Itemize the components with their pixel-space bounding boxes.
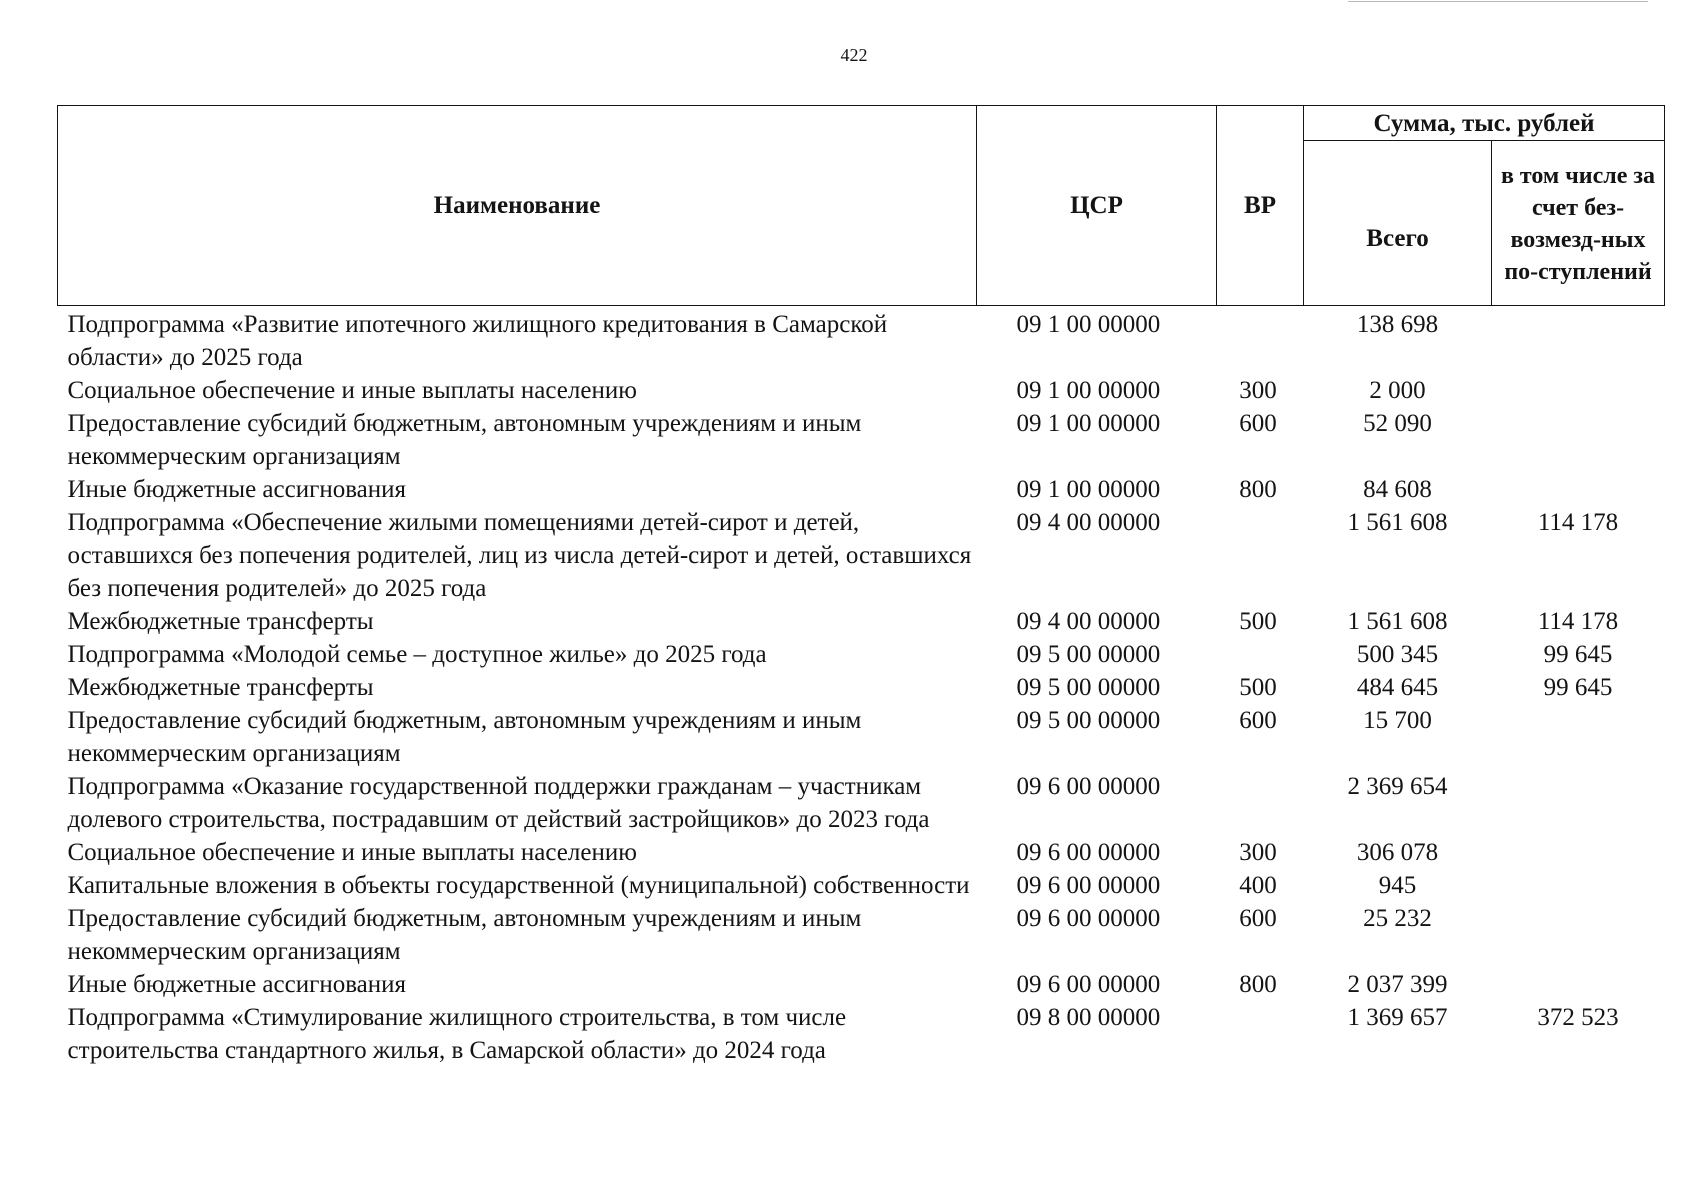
row-vr: 500 xyxy=(1239,674,1277,701)
row-gratuitous xyxy=(1492,836,1665,869)
row-gratuitous xyxy=(1492,902,1665,968)
row-name: Иные бюджетные ассигнования xyxy=(67,476,407,503)
table-row xyxy=(58,638,1665,671)
header-csr: ЦСР xyxy=(977,106,1217,306)
table-row xyxy=(58,968,1665,1001)
row-name: Подпрограмма «Оказание государственной поддержки гражданам – участникам долевого строительства, пострадавшим от действий застройщиков» до 2023 года xyxy=(67,773,930,833)
row-csr: 09 1 00 00000 xyxy=(1016,410,1161,437)
row-gratuitous xyxy=(1492,407,1665,473)
row-name: Иные бюджетные ассигнования xyxy=(67,971,407,998)
row-name: Подпрограмма «Стимулирование жилищного строительства, в том числе строительства стандартного жилья, в Самарской области» до 2024 года xyxy=(67,1004,847,1064)
row-total: 500 345 xyxy=(1356,641,1439,668)
row-csr: 09 1 00 00000 xyxy=(1016,377,1161,404)
table-row xyxy=(58,704,1665,770)
row-name: Межбюджетные трансферты xyxy=(67,674,374,701)
row-name: Социальное обеспечение и иные выплаты населению xyxy=(67,839,637,866)
row-gratuitous: 372 523 xyxy=(1537,1004,1619,1031)
row-csr: 09 4 00 00000 xyxy=(1016,608,1161,635)
table-row xyxy=(58,671,1665,704)
table-row xyxy=(58,869,1665,902)
row-gratuitous xyxy=(1492,306,1665,375)
row-csr: 09 6 00 00000 xyxy=(1016,839,1161,866)
row-total: 1 561 608 xyxy=(1347,608,1448,635)
header-vr: ВР xyxy=(1217,106,1304,306)
row-name: Предоставление субсидий бюджетным, автономным учреждениям и иным некоммерческим организациям xyxy=(67,707,862,767)
row-csr: 09 6 00 00000 xyxy=(1016,872,1161,899)
header-total: Всего xyxy=(1304,141,1492,306)
row-csr: 09 8 00 00000 xyxy=(1016,1004,1161,1031)
row-csr: 09 5 00 00000 xyxy=(1016,674,1161,701)
table-row xyxy=(58,605,1665,638)
row-total: 15 700 xyxy=(1363,707,1432,734)
row-name: Предоставление субсидий бюджетным, автономным учреждениям и иным некоммерческим организациям xyxy=(67,410,862,470)
row-gratuitous xyxy=(1492,968,1665,1001)
row-total: 52 090 xyxy=(1363,410,1432,437)
row-name: Подпрограмма «Развитие ипотечного жилищного кредитования в Самарской области» до 2025 года xyxy=(67,311,888,371)
row-gratuitous xyxy=(1492,704,1665,770)
row-csr: 09 5 00 00000 xyxy=(1016,641,1161,668)
row-total: 1 561 608 xyxy=(1347,509,1448,536)
header-name: Наименование xyxy=(58,106,977,306)
row-vr: 600 xyxy=(1239,410,1277,437)
row-csr: 09 6 00 00000 xyxy=(1016,905,1161,932)
row-total: 2 000 xyxy=(1369,377,1426,404)
row-total: 1 369 657 xyxy=(1347,1004,1448,1031)
row-name: Капитальные вложения в объекты государственной (муниципальной) собственности xyxy=(67,872,970,899)
table-body xyxy=(58,306,1665,1068)
scan-edge-line xyxy=(1348,1,1648,2)
row-csr: 09 4 00 00000 xyxy=(1016,509,1161,536)
row-gratuitous: 99 645 xyxy=(1543,641,1613,668)
row-csr: 09 1 00 00000 xyxy=(1016,476,1161,503)
row-csr: 09 6 00 00000 xyxy=(1016,971,1161,998)
row-vr xyxy=(1217,770,1304,836)
row-vr: 600 xyxy=(1239,707,1277,734)
row-gratuitous: 114 178 xyxy=(1537,608,1619,635)
table-row xyxy=(58,506,1665,605)
page-number: 422 xyxy=(840,45,868,65)
row-vr: 500 xyxy=(1239,608,1277,635)
table-row xyxy=(58,473,1665,506)
row-total: 138 698 xyxy=(1356,311,1439,338)
table-row xyxy=(58,306,1665,375)
row-total: 484 645 xyxy=(1356,674,1439,701)
row-vr xyxy=(1217,1001,1304,1067)
row-total: 2 037 399 xyxy=(1347,971,1448,998)
table-row xyxy=(58,374,1665,407)
header-sum-group: Сумма, тыс. рублей xyxy=(1304,106,1665,141)
header-gratuitous: в том числе за счет без-возмезд-ных по-ступлений xyxy=(1492,141,1665,306)
row-gratuitous: 99 645 xyxy=(1543,674,1613,701)
row-vr xyxy=(1217,638,1304,671)
budget-table xyxy=(57,105,1665,1067)
row-name: Предоставление субсидий бюджетным, автономным учреждениям и иным некоммерческим организациям xyxy=(67,905,862,965)
row-csr: 09 5 00 00000 xyxy=(1016,707,1161,734)
table-row xyxy=(58,902,1665,968)
row-gratuitous xyxy=(1492,374,1665,407)
row-vr xyxy=(1217,506,1304,605)
row-name: Межбюджетные трансферты xyxy=(67,608,374,635)
table-header xyxy=(58,106,1665,306)
row-vr: 300 xyxy=(1239,377,1277,404)
table-row xyxy=(58,1001,1665,1067)
table-row xyxy=(58,407,1665,473)
row-total: 25 232 xyxy=(1363,905,1432,932)
row-total: 2 369 654 xyxy=(1347,773,1448,800)
row-total: 84 608 xyxy=(1363,476,1432,503)
table-row xyxy=(58,770,1665,836)
row-total: 945 xyxy=(1378,872,1417,899)
row-gratuitous xyxy=(1492,869,1665,902)
row-total: 306 078 xyxy=(1356,839,1439,866)
row-csr: 09 6 00 00000 xyxy=(1016,773,1161,800)
row-vr: 600 xyxy=(1239,905,1277,932)
row-gratuitous xyxy=(1492,473,1665,506)
row-vr: 800 xyxy=(1239,971,1277,998)
row-gratuitous: 114 178 xyxy=(1537,509,1619,536)
row-vr: 800 xyxy=(1239,476,1277,503)
row-csr: 09 1 00 00000 xyxy=(1016,311,1161,338)
row-name: Социальное обеспечение и иные выплаты населению xyxy=(67,377,637,404)
row-name: Подпрограмма «Обеспечение жилыми помещениями детей-сирот и детей, оставшихся без попечения родителей, лиц из числа детей-сирот и детей, оставшихся без попечения родителей» до 2025 года xyxy=(67,509,972,602)
row-gratuitous xyxy=(1492,770,1665,836)
table-row xyxy=(58,836,1665,869)
row-vr xyxy=(1217,306,1304,375)
row-vr: 300 xyxy=(1239,839,1277,866)
row-name: Подпрограмма «Молодой семье – доступное жилье» до 2025 года xyxy=(67,641,767,668)
row-vr: 400 xyxy=(1239,872,1277,899)
